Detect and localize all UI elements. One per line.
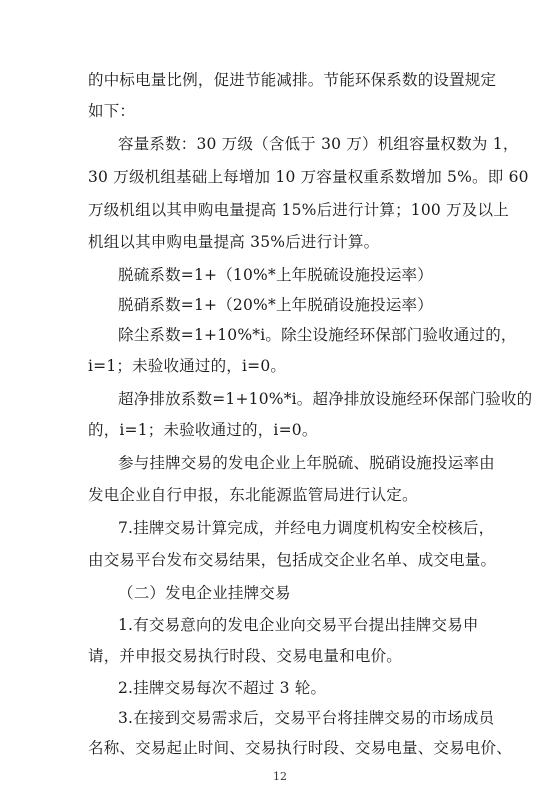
paragraph-line: 3.在接到交易需求后，交易平台将挂牌交易的市场成员 [118, 709, 495, 727]
paragraph-line: 的，i=1；未验收通过的，i=0。 [88, 421, 318, 439]
paragraph-line: 机组以其申购电量提高 35%后进行计算。 [88, 233, 380, 251]
paragraph-line: 的中标电量比例，促进节能减排。节能环保系数的设置规定 [88, 71, 497, 89]
paragraph-line: 容量系数：30 万级（含低于 30 万）机组容量权数为 1， [118, 135, 519, 153]
paragraph-line: 超净排放系数=1+10%*i。超净排放设施经环保部门验收的 [118, 390, 533, 408]
paragraph-line: 1.有交易意向的发电企业向交易平台提出挂牌交易申 [118, 616, 479, 634]
paragraph-line: 30 万级机组基础上每增加 10 万容量权重系数增加 5%。即 60 [88, 168, 529, 186]
paragraph-line: i=1；未验收通过的，i=0。 [88, 357, 287, 375]
section-heading: （二）发电企业挂牌交易 [118, 584, 291, 602]
paragraph-line: 如下： [88, 102, 136, 120]
formula-line: 脱硝系数=1+（20%*上年脱硝设施投运率） [118, 296, 433, 314]
paragraph-line: 除尘系数=1+10%*i。除尘设施经环保部门验收通过的， [118, 326, 517, 344]
paragraph-line: 7.挂牌交易计算完成，并经电力调度机构安全校核后， [118, 519, 495, 537]
formula-line: 脱硫系数=1+（10%*上年脱硫设施投运率） [118, 266, 433, 284]
paragraph-line: 由交易平台发布交易结果，包括成交企业名单、成交电量。 [88, 551, 497, 569]
paragraph-line: 名称、交易起止时间、交易执行时段、交易电量、交易电价、 [88, 739, 512, 757]
page-number: 12 [273, 770, 287, 783]
paragraph-line: 发电企业自行申报，东北能源监管局进行认定。 [88, 486, 418, 504]
paragraph-line: 万级机组以其申购电量提高 15%后进行计算；100 万及以上 [88, 201, 509, 219]
paragraph-line: 请，并申报交易执行时段、交易电量和电价。 [88, 647, 403, 665]
paragraph-line: 参与挂牌交易的发电企业上年脱硫、脱硝设施投运率由 [118, 454, 495, 472]
paragraph-line: 2.挂牌交易每次不超过 3 轮。 [118, 679, 327, 697]
